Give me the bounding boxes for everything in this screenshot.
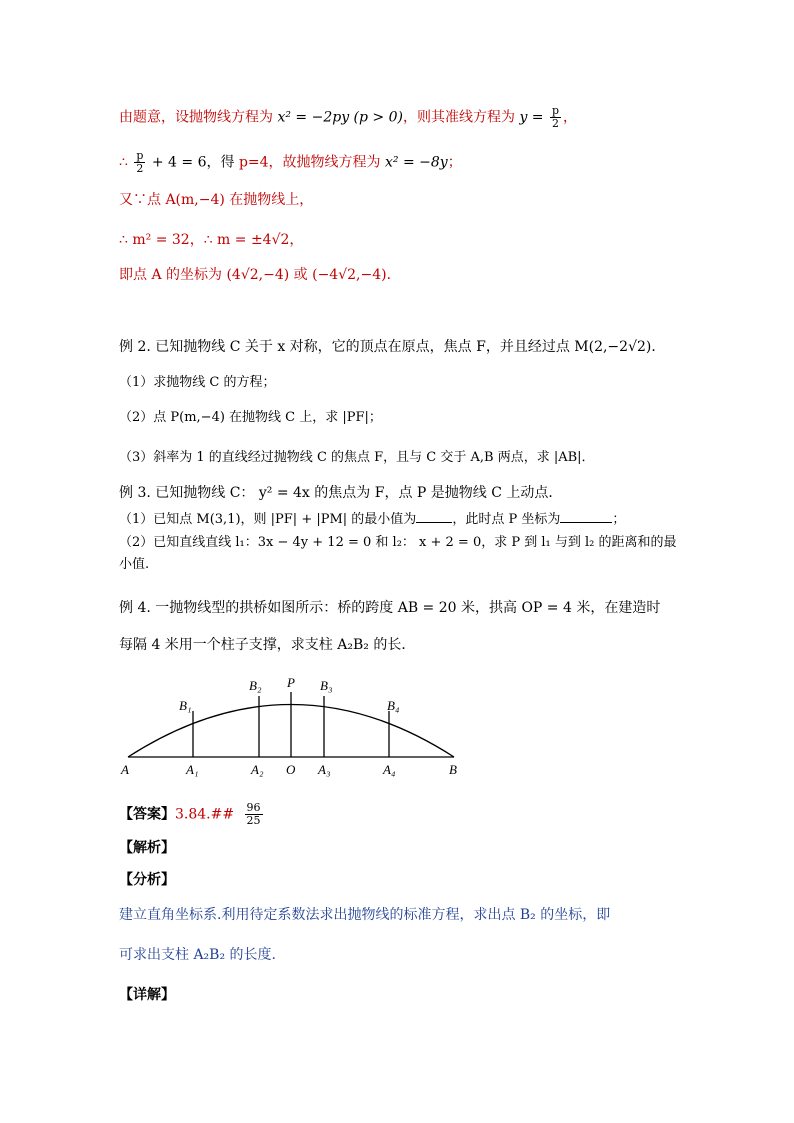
label-B4: B₄: [387, 698, 400, 713]
solution-line-2: [119, 150, 462, 175]
label-B3: B₃: [320, 678, 333, 693]
example-2-q1: （1）求抛物线 C 的方程；: [119, 375, 276, 390]
example-2-title: 例 2. 已知抛物线 C 关于 x 对称，它的顶点在原点，焦点 F，并且经过点 M(2,−2√2)．: [119, 339, 666, 355]
solution-line-4: ∴ m² = 32，∴ m = ±4√2，: [119, 232, 304, 248]
math-segment: y =: [519, 109, 548, 126]
example-3-q2-cont: 小值.: [119, 557, 150, 572]
answer-blank-2: [560, 508, 612, 523]
example-3-q1: [119, 508, 625, 530]
example-3-q2: （2）已知直线直线 l₁：3x − 4y + 12 = 0 和 l₂： x + 2 = 0，求 P 到 l₁ 与到 l₂ 的距离和的最: [119, 535, 677, 550]
fraction: [134, 150, 145, 175]
jiexi-heading: 【解析】: [119, 840, 175, 856]
numerator: p: [136, 149, 144, 162]
analysis-line-1: 建立直角坐标系.利用待定系数法求出抛物线的标准方程，求出点 B₂ 的坐标，即: [119, 907, 611, 923]
label-A: A: [121, 762, 129, 777]
label-B: B: [449, 762, 457, 777]
solution-line-1: [119, 105, 577, 130]
example-2-q2: （2）点 P(m,−4) 在抛物线 C 上，求 |PF|；: [119, 410, 382, 425]
solution-line-5: 即点 A 的坐标为 (4√2,−4) 或 (−4√2,−4)．: [119, 267, 401, 283]
denominator: 2: [552, 117, 559, 130]
solution-line-3: 又∵点 A(m,−4) 在抛物线上，: [119, 192, 314, 208]
answer-line: [119, 802, 265, 827]
q1-text: （1）已知点 M(3,1)，则 |PF| + |PM| 的最小值为: [119, 512, 417, 527]
text-segment: ，: [563, 109, 578, 126]
answer-text: 3.84.##: [175, 806, 235, 823]
numerator: 96: [246, 801, 261, 814]
label-O: O: [286, 762, 296, 777]
example-4-line-1: 例 4. 一抛物线型的拱桥如图所示：桥的跨度 AB = 20 米，拱高 OP = 4 米，在建造时: [119, 600, 661, 616]
denominator: 25: [246, 814, 261, 827]
fraction: [550, 105, 561, 130]
arch-bridge-figure: [0, 670, 794, 790]
math-segment: x² = −2py (p > 0): [277, 109, 403, 126]
label-A4: A₄: [383, 762, 396, 777]
math-segment: x² = −8y: [385, 154, 448, 171]
answer-blank-1: [416, 508, 452, 523]
fenxi-heading: 【分析】: [119, 872, 175, 888]
label-A2: A₂: [251, 762, 264, 777]
answer-fraction: [245, 802, 263, 827]
label-B2: B₂: [249, 678, 262, 693]
q1-text: ，此时点 P 坐标为: [452, 512, 561, 527]
q1-text: ；: [612, 512, 626, 527]
text-segment: p=4: [238, 154, 269, 171]
example-2-q3: （3）斜率为 1 的直线经过抛物线 C 的焦点 F，且与 C 交于 A,B 两点，求 |AB|．: [119, 450, 595, 465]
label-B1: B₁: [179, 698, 192, 713]
denominator: 2: [136, 162, 144, 175]
analysis-line-2: 可求出支柱 A₂B₂ 的长度.: [119, 947, 276, 963]
text-segment: ，故抛物线方程为: [268, 154, 385, 171]
math-segment: + 4 = 6，得: [147, 154, 239, 171]
example-4-line-2: 每隔 4 米用一个柱子支撑，求支柱 A₂B₂ 的长．: [119, 637, 416, 653]
text-segment: ；: [447, 154, 462, 171]
text-segment: ∴: [119, 154, 133, 171]
numerator: p: [551, 104, 560, 117]
label-P: P: [287, 675, 295, 690]
text-segment: ，则其准线方程为: [402, 109, 520, 126]
text-segment: 由题意，设抛物线方程为: [119, 109, 278, 126]
answer-label: 【答案】: [119, 806, 175, 823]
xiangjie-heading: 【详解】: [119, 987, 175, 1003]
example-3-title: 例 3. 已知抛物线 C： y² = 4x 的焦点为 F，点 P 是抛物线 C 上动点．: [119, 485, 563, 501]
label-A1: A₁: [186, 762, 199, 777]
label-A3: A₃: [318, 762, 331, 777]
